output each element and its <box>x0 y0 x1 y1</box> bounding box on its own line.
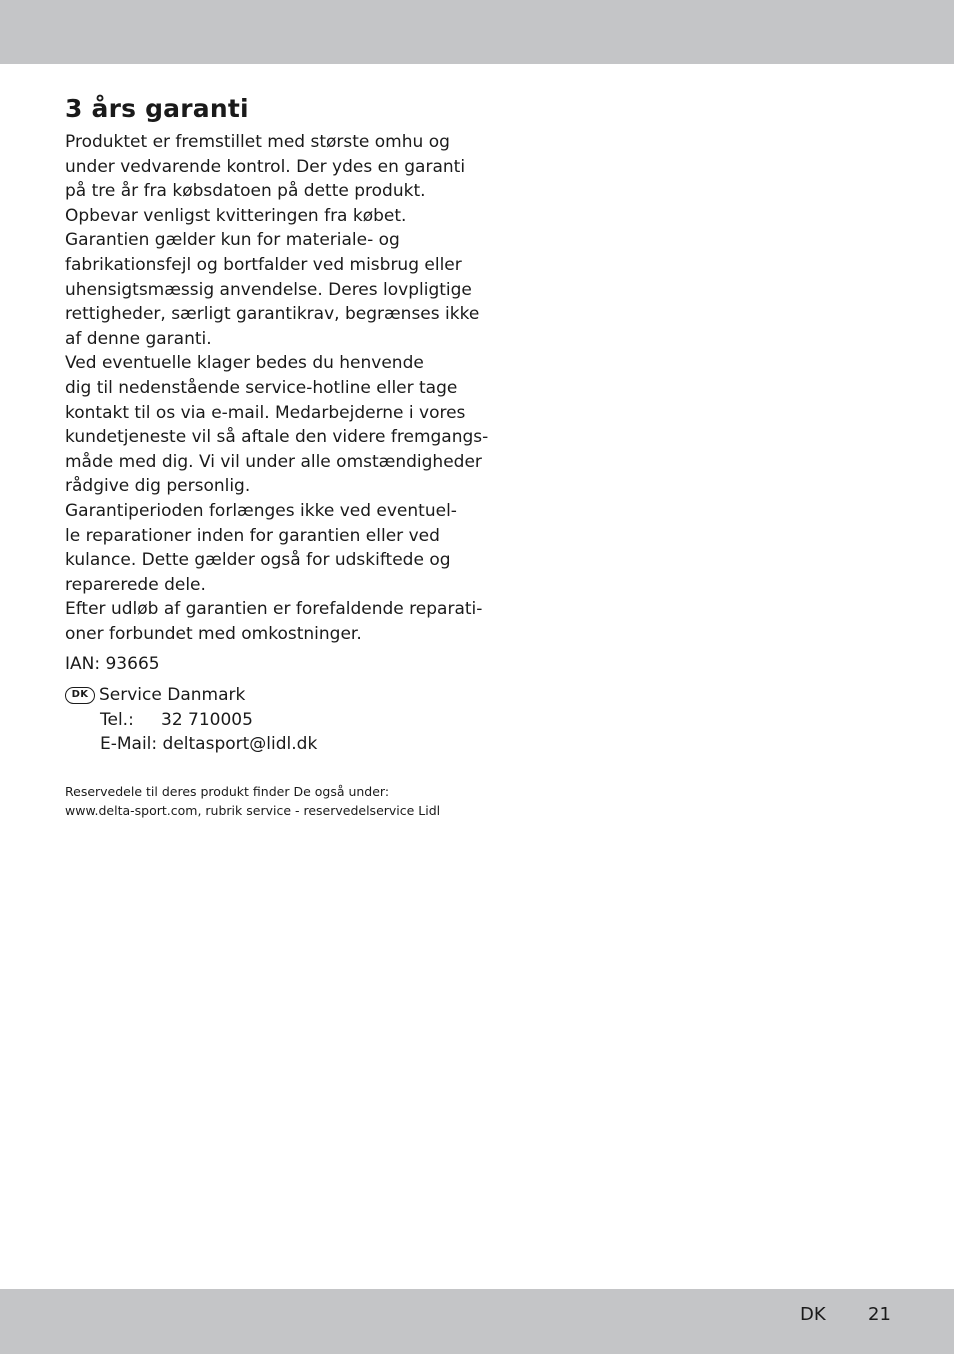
service-title: Service Danmark <box>99 685 246 706</box>
text-line: under vedvarende kontrol. Der ydes en garanti <box>65 156 466 177</box>
page-title: 3 års garanti <box>65 94 249 123</box>
warranty-body <box>65 130 489 646</box>
text-line: rettigheder, særligt garantikrav, begrænses ikke <box>65 304 480 325</box>
text-line: på tre år fra købsdatoen på dette produkt. <box>65 181 426 202</box>
text-line: kundetjeneste vil så aftale den videre fremgangs- <box>65 427 489 448</box>
text-line: oner forbundet med omkostninger. <box>65 623 362 644</box>
text-line: Produktet er fremstillet med største omhu og <box>65 132 450 152</box>
text-line: Opbevar venligst kvitteringen fra købet. <box>65 205 407 226</box>
text-line: Ved eventuelle klager bedes du henvende <box>65 353 424 374</box>
service-phone <box>65 708 465 733</box>
warranty-section <box>65 92 489 820</box>
text-line: fabrikationsfejl og bortfalder ved misbrug eller <box>65 254 462 275</box>
text-line: kulance. Dette gælder også for udskiftede og <box>65 550 451 571</box>
small-print-line: www.delta-sport.com, rubrik service - reservedelservice Lidl <box>65 802 441 818</box>
text-line: måde med dig. Vi vil under alle omstændigheder <box>65 451 482 472</box>
paragraph-complaints <box>65 351 489 499</box>
paragraph-after-expiry <box>65 597 483 646</box>
country-badge-icon: DK <box>65 687 95 704</box>
text-line: rådgive dig personlig. <box>65 476 251 497</box>
text-line: le reparationer inden for garantien eller ved <box>65 525 440 546</box>
phone-number: 32 710005 <box>161 709 253 730</box>
text-line: kontakt til os via e-mail. Medarbejderne i vores <box>65 402 466 423</box>
phone-label: Tel.: <box>100 709 134 730</box>
page-number: 21 <box>868 1304 891 1325</box>
text-line: Garantien gælder kun for materiale- og <box>65 230 400 251</box>
spare-parts-note <box>65 782 465 820</box>
text-line: uhensigtsmæssig anvendelse. Deres lovpligtige <box>65 279 472 300</box>
paragraph-warranty-period <box>65 499 465 597</box>
service-contact <box>65 683 465 757</box>
small-print-line: Reservedele til deres produkt finder De også under: <box>65 783 390 799</box>
ian-number: IAN: 93665 <box>65 654 160 675</box>
top-band <box>0 0 954 64</box>
text-line: Garantiperioden forlænges ikke ved eventuel- <box>65 500 457 521</box>
paragraph-warranty-terms <box>65 130 480 351</box>
service-header <box>65 683 465 708</box>
text-line: reparerede dele. <box>65 574 206 595</box>
text-line: af denne garanti. <box>65 328 212 349</box>
text-line: Efter udløb af garantien er forefaldende reparati- <box>65 599 483 620</box>
text-line: dig til nedenstående service-hotline eller tage <box>65 377 458 398</box>
footer-language: DK <box>800 1304 826 1325</box>
service-email: E-Mail: deltasport@lidl.dk <box>100 734 318 755</box>
